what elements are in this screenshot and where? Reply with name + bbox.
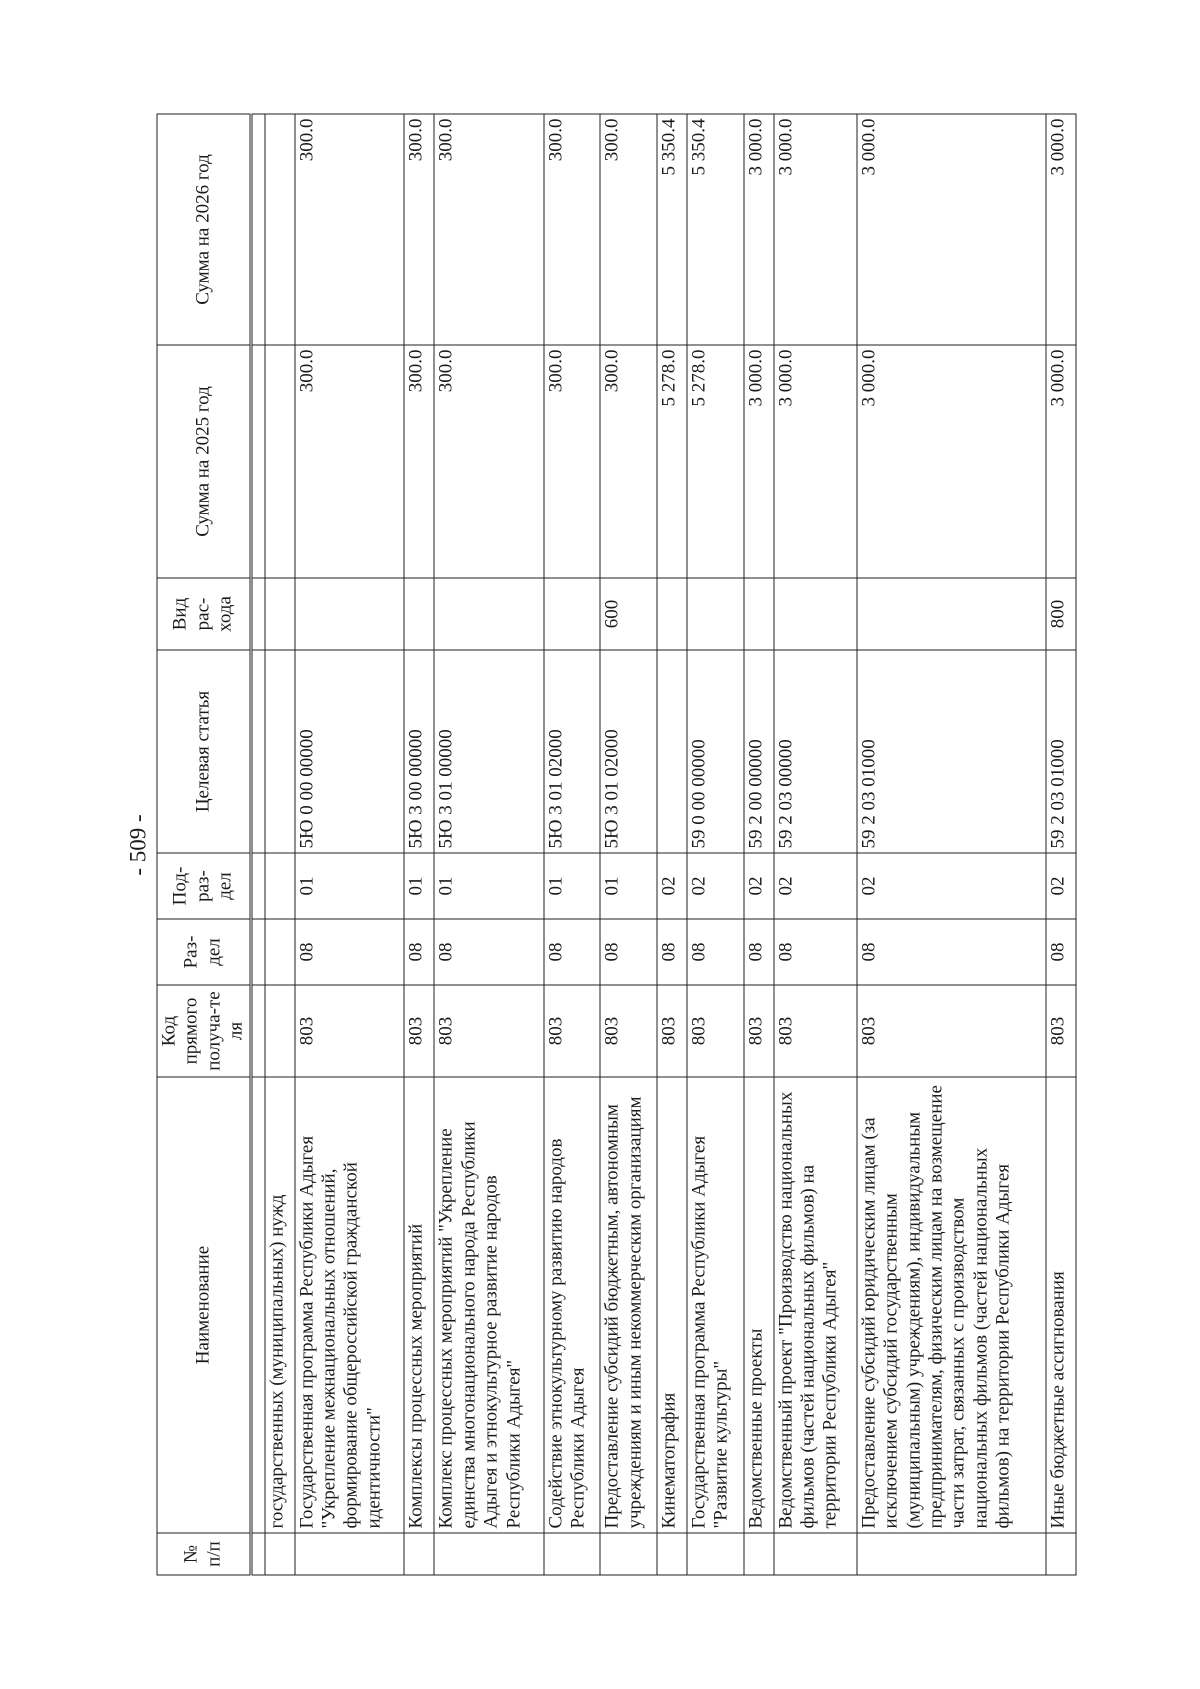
row-sum-2025: 3 000.0 <box>857 345 1046 578</box>
row-expense <box>657 578 687 650</box>
row-subsection: 02 <box>744 853 774 919</box>
row-name: Содействие этнокультурному развитию народов Республики Адыгея <box>544 1077 601 1533</box>
row-sum-2025: 3 000.0 <box>774 345 857 578</box>
row-target <box>657 650 687 853</box>
row-section: 08 <box>857 919 1046 985</box>
table-row <box>744 114 774 1575</box>
row-subsection <box>265 853 295 919</box>
row-section: 08 <box>744 919 774 985</box>
row-target: 59 2 00 00000 <box>744 650 774 853</box>
row-num <box>687 1533 744 1575</box>
row-subsection: 01 <box>600 853 657 919</box>
row-section: 08 <box>544 919 601 985</box>
row-subsection: 02 <box>774 853 857 919</box>
row-sum-2026: 300.0 <box>434 114 544 345</box>
row-num <box>295 1533 405 1575</box>
row-subsection: 01 <box>434 853 544 919</box>
header-recipient: Код прямого получа-те ля <box>157 985 251 1077</box>
row-subsection: 02 <box>857 853 1046 919</box>
row-expense <box>744 578 774 650</box>
row-expense <box>544 578 601 650</box>
row-name: Предоставление субсидий бюджетным, автономным учреждениям и иным некоммерческим организациям <box>600 1077 657 1533</box>
row-sum-2025: 3 000.0 <box>744 345 774 578</box>
row-target: 5Ю 3 01 00000 <box>434 650 544 853</box>
row-subsection: 01 <box>544 853 601 919</box>
rotated-page <box>123 114 1078 1575</box>
row-sum-2025: 300.0 <box>434 345 544 578</box>
row-section: 08 <box>687 919 744 985</box>
row-recipient: 803 <box>295 985 405 1077</box>
row-target: 59 0 00 00000 <box>687 650 744 853</box>
row-recipient: 803 <box>434 985 544 1077</box>
budget-table <box>157 113 1077 1575</box>
row-section <box>265 919 295 985</box>
row-expense <box>434 578 544 650</box>
table-row <box>295 114 405 1575</box>
table-row <box>857 114 1046 1575</box>
row-sum-2025: 3 000.0 <box>1046 345 1076 578</box>
blank-row <box>251 114 265 1575</box>
row-sum-2026 <box>265 114 295 345</box>
row-expense <box>265 578 295 650</box>
header-target: Целевая статья <box>157 650 251 853</box>
row-sum-2026: 300.0 <box>295 114 405 345</box>
row-name: Иные бюджетные ассигнования <box>1046 1077 1076 1533</box>
row-expense: 800 <box>1046 578 1076 650</box>
row-sum-2026: 3 000.0 <box>1046 114 1076 345</box>
row-recipient: 803 <box>687 985 744 1077</box>
row-recipient: 803 <box>857 985 1046 1077</box>
row-name: Комплексы процессных мероприятий <box>404 1077 434 1533</box>
row-num <box>600 1533 657 1575</box>
row-section: 08 <box>774 919 857 985</box>
table-row <box>687 114 744 1575</box>
row-subsection: 02 <box>1046 853 1076 919</box>
header-sum-2026: Сумма на 2026 год <box>157 114 251 345</box>
row-expense <box>687 578 744 650</box>
row-num <box>404 1533 434 1575</box>
table-row <box>404 114 434 1575</box>
row-expense <box>295 578 405 650</box>
row-recipient: 803 <box>544 985 601 1077</box>
row-recipient: 803 <box>600 985 657 1077</box>
row-name: Предоставление субсидий юридическим лицам (за исключением субсидий государственным (муниципальным) учреждениям), индивидуальным предпринимателям, физическим лицам на возмещение части затрат, связанных с производством национальных фильмов (частей национальных фильмов) на территории Республики Адыгея <box>857 1077 1046 1533</box>
table-row <box>1046 114 1076 1575</box>
row-sum-2025: 300.0 <box>600 345 657 578</box>
row-sum-2026: 3 000.0 <box>857 114 1046 345</box>
row-name: Государственная программа Республики Адыгея "Укрепление межнациональных отношений, формирование общероссийской гражданской идентичности" <box>295 1077 405 1533</box>
row-recipient <box>265 985 295 1077</box>
row-target: 5Ю 3 00 00000 <box>404 650 434 853</box>
row-recipient: 803 <box>1046 985 1076 1077</box>
row-num <box>774 1533 857 1575</box>
row-section: 08 <box>404 919 434 985</box>
header-subsection: Под-раз-дел <box>157 853 251 919</box>
row-target: 5Ю 3 01 02000 <box>544 650 601 853</box>
row-recipient: 803 <box>744 985 774 1077</box>
row-expense <box>774 578 857 650</box>
row-section: 08 <box>295 919 405 985</box>
row-expense: 600 <box>600 578 657 650</box>
row-name: Комплекс процессных мероприятий "Укрепление единства многонационального народа Республики Адыгея и этнокультурное развитие народов Республики Адыгея" <box>434 1077 544 1533</box>
row-section: 08 <box>600 919 657 985</box>
row-name: Ведомственный проект "Производство национальных фильмов (частей национальных фильмов) на территории Республики Адыгея" <box>774 1077 857 1533</box>
header-expense: Вид рас-хода <box>157 578 251 650</box>
row-name: Государственная программа Республики Адыгея "Развитие культуры" <box>687 1077 744 1533</box>
row-sum-2026: 300.0 <box>544 114 601 345</box>
row-num <box>857 1533 1046 1575</box>
row-recipient: 803 <box>774 985 857 1077</box>
row-subsection: 02 <box>657 853 687 919</box>
row-name: Кинематография <box>657 1077 687 1533</box>
row-name: государственных (муниципальных) нужд <box>265 1077 295 1533</box>
row-subsection: 02 <box>687 853 744 919</box>
table-header-row <box>157 114 251 1575</box>
row-num <box>544 1533 601 1575</box>
row-subsection: 01 <box>404 853 434 919</box>
row-sum-2026: 3 000.0 <box>774 114 857 345</box>
row-recipient: 803 <box>404 985 434 1077</box>
row-sum-2025: 300.0 <box>295 345 405 578</box>
row-target: 59 2 03 00000 <box>774 650 857 853</box>
header-num: № п/п <box>157 1533 251 1575</box>
table-row <box>774 114 857 1575</box>
table-row <box>657 114 687 1575</box>
row-num <box>744 1533 774 1575</box>
table-row <box>265 114 295 1575</box>
row-num <box>1046 1533 1076 1575</box>
row-sum-2026: 3 000.0 <box>744 114 774 345</box>
row-target: 59 2 03 01000 <box>1046 650 1076 853</box>
row-sum-2025 <box>265 345 295 578</box>
row-target: 5Ю 0 00 00000 <box>295 650 405 853</box>
row-num <box>657 1533 687 1575</box>
table-row <box>544 114 601 1575</box>
row-sum-2025: 5 278.0 <box>687 345 744 578</box>
row-recipient: 803 <box>657 985 687 1077</box>
row-target <box>265 650 295 853</box>
row-sum-2026: 300.0 <box>404 114 434 345</box>
table-row <box>434 114 544 1575</box>
row-sum-2025: 300.0 <box>544 345 601 578</box>
page-number: - 509 - <box>125 813 151 876</box>
row-sum-2026: 300.0 <box>600 114 657 345</box>
row-target: 59 2 03 01000 <box>857 650 1046 853</box>
header-name: Наименование <box>157 1077 251 1533</box>
row-num <box>265 1533 295 1575</box>
row-expense <box>404 578 434 650</box>
row-section: 08 <box>434 919 544 985</box>
row-expense <box>857 578 1046 650</box>
row-name: Ведомственные проекты <box>744 1077 774 1533</box>
row-subsection: 01 <box>295 853 405 919</box>
header-section: Раз-дел <box>157 919 251 985</box>
row-sum-2025: 300.0 <box>404 345 434 578</box>
row-section: 08 <box>657 919 687 985</box>
row-section: 08 <box>1046 919 1076 985</box>
row-sum-2025: 5 278.0 <box>657 345 687 578</box>
row-num <box>434 1533 544 1575</box>
table-row <box>600 114 657 1575</box>
header-sum-2025: Сумма на 2025 год <box>157 345 251 578</box>
row-sum-2026: 5 350.4 <box>687 114 744 345</box>
row-sum-2026: 5 350.4 <box>657 114 687 345</box>
row-target: 5Ю 3 01 02000 <box>600 650 657 853</box>
